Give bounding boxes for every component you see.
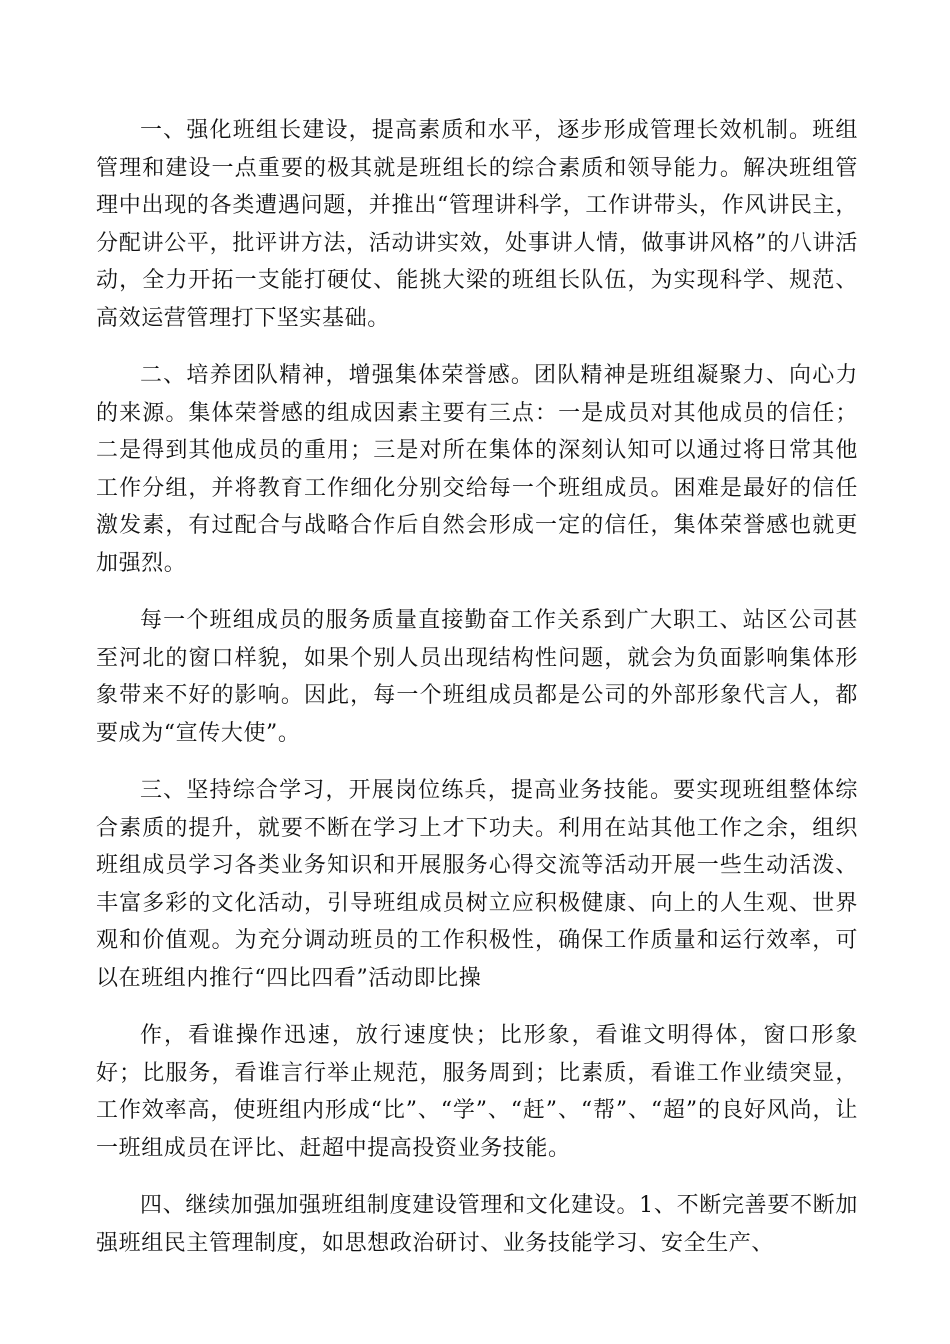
paragraph-4: 三、坚持综合学习，开展岗位练兵，提高业务技能。要实现班组整体综合素质的提升，就要不断在学习上才下功夫。利用在站其他工作之余，组织班组成员学习各类业务知识和开展服务心得交流等活动开展一些生动活泼、丰富多彩的文化活动，引导班组成员树立应积极健康、向上的人生观、世界观和价值观。为充分调动班员的工作积极性，确保工作质量和运行效率，可以在班组内推行“四比四看”活动即比操 bbox=[96, 778, 858, 991]
paragraph-1: 一、强化班组长建设，提高素质和水平，逐步形成管理长效机制。班组管理和建设一点重要的极其就是班组长的综合素质和领导能力。解决班组管理中出现的各类遭遇问题，并推出“管理讲科学，工作讲带头，作风讲民主，分配讲公平，批评讲方法，活动讲实效，处事讲人情，做事讲风格”的八讲活动，全力开拓一支能打硬仗、能挑大梁的班组长队伍，为实现科学、规范、高效运营管理打下坚实基础。 bbox=[96, 118, 858, 331]
paragraph-5: 作，看谁操作迅速，放行速度快；比形象，看谁文明得体，窗口形象好；比服务，看谁言行举止规范，服务周到；比素质，看谁工作业绩突显，工作效率高，使班组内形成“比”、“学”、“赶”、“帮”、“超”的良好风尚，让一班组成员在评比、赶超中提高投资业务技能。 bbox=[96, 1023, 858, 1161]
paragraph-2: 二、培养团队精神，增强集体荣誉感。团队精神是班组凝聚力、向心力的来源。集体荣誉感的组成因素主要有三点：一是成员对其他成员的信任；二是得到其他成员的重用；三是对所在集体的深刻认知可以通过将日常其他工作分组，并将教育工作细化分别交给每一个班组成员。困难是最好的信任激发素，有过配合与战略合作后自然会形成一定的信任，集体荣誉感也就更加强烈。 bbox=[96, 363, 858, 576]
document-body bbox=[96, 112, 858, 1282]
paragraph-6: 四、继续加强加强班组制度建设管理和文化建设。1、不断完善要不断加强班组民主管理制度，如思想政治研讨、业务技能学习、安全生产、 bbox=[96, 1193, 858, 1256]
paragraph-3: 每一个班组成员的服务质量直接勤奋工作关系到广大职工、站区公司甚至河北的窗口样貌，如果个别人员出现结构性问题，就会为负面影响集体形象带来不好的影响。因此，每一个班组成员都是公司的外部形象代言人，都要成为“宣传大使”。 bbox=[96, 608, 858, 746]
